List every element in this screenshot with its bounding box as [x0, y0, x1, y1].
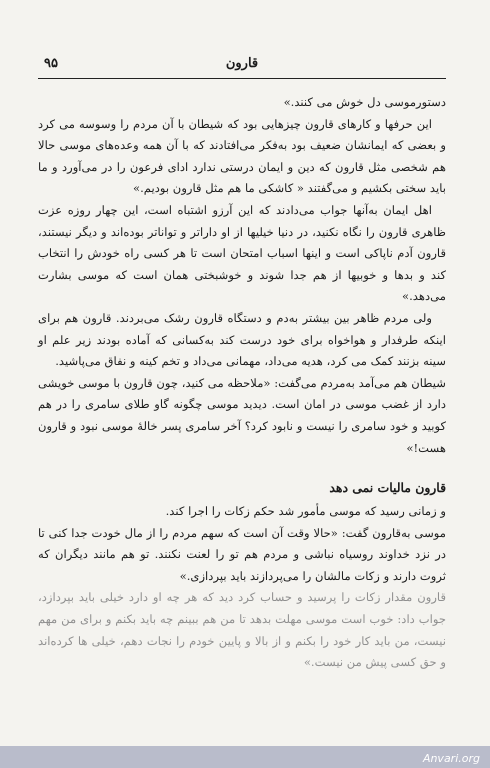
paragraph: ولی مردم ظاهر بین بیشتر به‌دم و دستگاه قارون رشک می‌بردند. قارون هم برای اینکه طرفدار و هواخواه برای خود درست کند به‌کسانی که آماده بودند زیر علم او سینه بزنند کمک می کرد، هدیه می‌داد، مهمانی می‌داد و تخم کینه و نفاق می‌پاشید. — [38, 310, 446, 369]
footer-bar — [0, 746, 490, 768]
site-watermark: Anvari.org — [422, 752, 480, 765]
paragraph: موسی به‌قارون گفت: «حالا وقت آن است که سهم مردم را از مال خودت جدا کنی تا در نزد خداوند روسیاه نباشی و مردم هم تو را لعنت نکنند. تو هم مانند دیگران که ثروت دارند و زکات مالشان را می‌پردازند باید بپردازی.» — [38, 525, 446, 583]
paragraph: این حرفها و کارهای قارون چیزهایی بود که شیطان با آن مردم را وسوسه می کرد و بعضی که ایمانشان ضعیف بود به‌فکر می‌افتادند که با آن همه وعده‌های موسی حالا هم شخصی مثل قارون که دین و ایمان درستی ندارد ادای فرعون را در می‌آورد و ما باید سختی بکشیم و می‌گفتند « کاشکی ما هم مثل قارون بودیم.» — [38, 116, 446, 196]
paragraph: شیطان هم می‌آمد به‌مردم می‌گفت: «ملاحظه می کنید، چون قارون با موسی خویشی دارد از غضب موسی در امان است. دیدید موسی چگونه گاو طلای سامری را در هم کوبید و خود سامری را نیست و نابود کرد؟ آخر سامری پسر خالهٔ موسی نبود و قارون هست!» — [38, 375, 446, 455]
faded-paragraph: قارون مقدار زکات را پرسید و حساب کرد دید که هر چه او دارد خیلی باید بپردازد، جواب داد: خوب است موسی مهلت بدهد تا من هم ببینم چه باید بکنم و برای من مهم نیست، من باید کار خود را بکنم و از بالا و پایین خودم را نجات دهم، خیلی ها کرده‌اند و حق کسی پیش من نیست.» — [38, 590, 446, 670]
page-header — [38, 56, 446, 79]
running-title: قارون — [225, 56, 259, 71]
paragraph: اهل ایمان به‌آنها جواب می‌دادند که این آرزو اشتباه است، این چهار روزه عزت ظاهری قارون را نگاه نکنید، در دنیا خیلیها از او دارا‌تر و توانا‌تر بوده‌اند و دیگر نیستند، قارون آدم ناپاکی است و اینها اسباب امتحان است تا هر کسی راه خودش را انتخاب کند و بدها و خوبیها از هم جدا شوند و خوشبختی همان است که موسی بشارت می‌دهد.» — [38, 202, 446, 304]
paragraph: دستورموسی دل خوش می کنند.» — [283, 95, 446, 109]
page-body — [38, 92, 446, 674]
page-number: ۹۵ — [44, 56, 58, 71]
section-heading: قارون مالیات نمی دهد — [329, 480, 446, 496]
paragraph: و زمانی رسید که موسی مأمور شد حکم زکات را اجرا کند. — [165, 504, 446, 519]
